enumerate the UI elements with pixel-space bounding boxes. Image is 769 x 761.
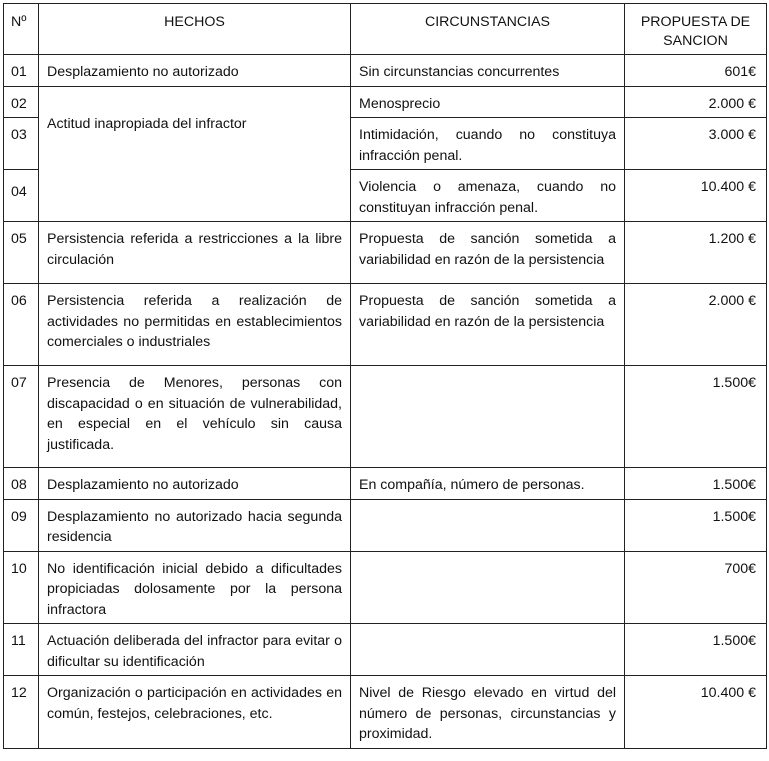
header-propuesta: PROPUESTA DE SANCION [625,4,767,55]
row-circunstancias [351,551,625,624]
row-circunstancias: En compañía, número de personas. [351,468,625,500]
row-num: 03 [4,118,39,170]
row-num: 11 [4,624,39,676]
row-circunstancias: Sin circunstancias concurrentes [351,55,625,87]
row-hechos: Organización o participación en actividades en común, festejos, celebraciones, etc. [39,676,351,749]
row-hechos: Desplazamiento no autorizado hacia segunda residencia [39,499,351,551]
row-circunstancias: Violencia o amenaza, cuando no constituyan infracción penal. [351,170,625,222]
row-circunstancias: Propuesta de sanción sometida a variabilidad en razón de la persistencia [351,222,625,284]
row-hechos: Desplazamiento no autorizado [39,468,351,500]
table-row [4,499,767,551]
row-sancion: 1.200 € [625,222,767,284]
sanctions-table [3,3,767,749]
row-circunstancias [351,499,625,551]
row-num: 05 [4,222,39,284]
table-row [4,551,767,624]
row-hechos: Desplazamiento no autorizado [39,55,351,87]
row-sancion: 601€ [625,55,767,87]
row-hechos-text: Actitud inapropiada del infractor [47,115,247,132]
row-hechos: Persistencia referida a restricciones a la libre circulación [39,222,351,284]
row-num: 08 [4,468,39,500]
row-num: 06 [4,284,39,366]
row-circunstancias: Intimidación, cuando no constituya infracción penal. [351,118,625,170]
table-row [4,624,767,676]
row-sancion: 2.000 € [625,284,767,366]
header-hechos: HECHOS [39,4,351,55]
row-sancion: 2.000 € [625,86,767,118]
row-num: 04 [4,170,39,222]
row-num: 01 [4,55,39,87]
row-circunstancias: Propuesta de sanción sometida a variabilidad en razón de la persistencia [351,284,625,366]
table-row [4,468,767,500]
table-row [4,222,767,284]
row-hechos: Actuación deliberada del infractor para evitar o dificultar su identificación [39,624,351,676]
row-sancion: 10.400 € [625,170,767,222]
row-circunstancias: Menosprecio [351,86,625,118]
row-circunstancias: Nivel de Riesgo elevado en virtud del número de personas, circunstancias y proximidad. [351,676,625,749]
table-row [4,86,767,118]
row-sancion: 1.500€ [625,468,767,500]
table-header-row [4,4,767,55]
row-hechos-merged [39,86,351,222]
table-row [4,676,767,749]
row-sancion: 1.500€ [625,366,767,468]
row-num: 09 [4,499,39,551]
row-hechos: Persistencia referida a realización de actividades no permitidas en establecimientos comerciales o industriales [39,284,351,366]
row-circunstancias [351,366,625,468]
row-num: 07 [4,366,39,468]
row-sancion: 1.500€ [625,624,767,676]
row-sancion: 1.500€ [625,499,767,551]
table-row [4,55,767,87]
row-num: 10 [4,551,39,624]
row-circunstancias [351,624,625,676]
row-sancion: 700€ [625,551,767,624]
header-num: Nº [4,4,39,55]
row-hechos: Presencia de Menores, personas con discapacidad o en situación de vulnerabilidad, en especial en el vehículo sin causa justificada. [39,366,351,468]
table-row [4,366,767,468]
row-sancion: 10.400 € [625,676,767,749]
header-circunstancias: CIRCUNSTANCIAS [351,4,625,55]
table-row [4,284,767,366]
row-hechos: No identificación inicial debido a dificultades propiciadas dolosamente por la persona infractora [39,551,351,624]
row-num: 02 [4,86,39,118]
row-sancion: 3.000 € [625,118,767,170]
row-num: 12 [4,676,39,749]
